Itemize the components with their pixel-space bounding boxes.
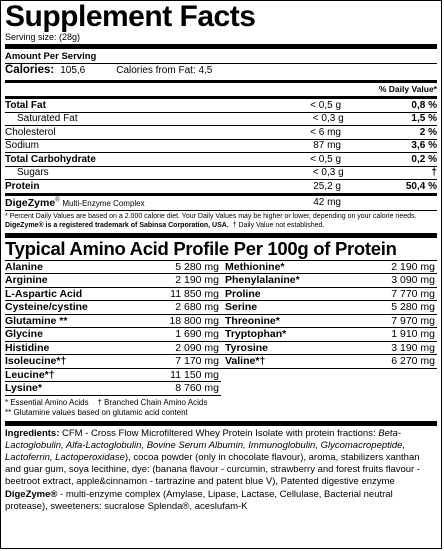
amino-row	[221, 301, 437, 315]
essential-note: * Essential Amino Acids	[5, 397, 89, 407]
amino-name: Histidine	[5, 341, 50, 354]
amino-row	[5, 369, 221, 383]
nutrient-name: Sodium	[5, 140, 39, 152]
nutrient-dv: †	[431, 167, 437, 179]
amino-row	[5, 261, 221, 275]
amino-value: 3 190 mg	[391, 341, 435, 354]
calories-from-fat: Calories from Fat: 4,5	[116, 65, 213, 76]
registered-mark: ®	[55, 197, 60, 204]
amino-name: Isoleucine*†	[5, 355, 67, 368]
nutrient-row	[5, 140, 437, 153]
amino-column-right	[221, 261, 437, 396]
amino-value: 7 170 mg	[175, 355, 219, 368]
amino-value: 3 090 mg	[391, 274, 435, 287]
nutrient-dv: 0,2 %	[411, 153, 437, 165]
nutrient-name: Total Carbohydrate	[5, 153, 96, 165]
nutrient-amount: < 0,5 g	[310, 99, 341, 111]
footnote-trademark	[5, 221, 437, 230]
amino-name: Leucine*†	[5, 368, 55, 381]
ingredients-label: Ingredients:	[5, 427, 60, 439]
amino-value: 2 680 mg	[175, 301, 219, 314]
amount-per-serving: Amount Per Serving	[5, 50, 97, 62]
amino-row	[5, 382, 221, 396]
amino-value: 5 280 mg	[391, 301, 435, 314]
panel-title: Supplement Facts	[5, 0, 256, 33]
nutrient-name: Protein	[5, 180, 40, 192]
amino-value: 7 970 mg	[391, 314, 435, 327]
calories-label: Calories:	[5, 64, 55, 76]
ingredients-part2: ), cocoa powder (only in chocolate flavour), aroma, stabilizers xanthan and guar gum, soya lecithine, dye: (banana flavour - curcumin, strawberry and forest fruits flavour - beetroot extract, apple&cinnamon - tartrazine and patent blue V), Patented digestive enzyme	[5, 451, 421, 488]
nutrient-dv: 2 %	[419, 126, 437, 138]
amino-value: 6 270 mg	[391, 355, 435, 368]
ingredients-part1: CFM - Cross Flow Microfiltered Whey Protein Isolate with protein fractions:	[59, 427, 379, 439]
nutrient-row	[5, 126, 437, 139]
digezyme-name: DigeZyme	[5, 196, 56, 209]
amino-value: 18 800 mg	[169, 314, 219, 327]
nutrient-list	[5, 99, 437, 193]
amino-row	[5, 328, 221, 342]
divider	[5, 421, 437, 426]
ingredients	[5, 428, 437, 513]
amino-row	[5, 288, 221, 302]
nutrient-name: Sugars	[17, 167, 49, 179]
amino-row	[5, 274, 221, 288]
amino-row	[221, 288, 437, 302]
amino-row	[221, 315, 437, 329]
amino-row	[5, 342, 221, 356]
amino-row	[221, 261, 437, 275]
amino-name: Serine	[225, 301, 258, 314]
serving-size: Serving size: (28g)	[5, 32, 81, 42]
nutrient-row	[5, 113, 437, 126]
nutrient-dv: 50,4 %	[405, 180, 437, 192]
ingredients-fractions: Beta-Lactoglobulin, Alfa-Lactoglobulin, Bovine Serum Albumin, Immunoglobulin, Glycomacropeptide, Lactoferrin, Lactoperoxidase	[5, 427, 406, 463]
amino-value: 2 190 mg	[175, 274, 219, 287]
amino-value: 7 770 mg	[391, 287, 435, 300]
amino-row	[221, 355, 437, 369]
nutrient-row	[5, 167, 437, 180]
footnote-daily-values: * Percent Daily Values are based on a 2.000 calorie diet. Your Daily Values may be higher or lower, depending on your calorie needs.	[5, 212, 417, 220]
nutrient-row	[5, 153, 437, 166]
amino-row	[5, 315, 221, 329]
amino-name: Alanine	[5, 260, 43, 273]
amino-value: 1 910 mg	[391, 328, 435, 341]
nutrient-name: Total Fat	[5, 99, 46, 111]
amino-value: 2 190 mg	[391, 260, 435, 273]
nutrient-amount: < 0,3 g	[312, 167, 344, 179]
ingredients-digezyme: DigeZyme®	[5, 488, 58, 500]
digezyme-label	[5, 197, 241, 209]
nutrient-row	[5, 180, 437, 193]
amino-name: Arginine	[5, 274, 48, 287]
amino-row	[221, 274, 437, 288]
nutrient-amount: < 0,3 g	[312, 113, 344, 125]
amino-name: Threonine*	[225, 314, 280, 327]
nutrient-name: Cholesterol	[5, 126, 56, 138]
digezyme-desc: Multi-Enzyme Complex	[62, 198, 145, 208]
amino-row	[5, 355, 221, 369]
amino-name: Tyrosine	[225, 341, 268, 354]
amino-notes	[5, 398, 437, 408]
amino-value: 11 850 mg	[170, 287, 219, 300]
nutrient-dv: 3,6 %	[411, 140, 437, 152]
nutrient-amount: 25,2 g	[313, 180, 341, 192]
amino-value: 2 090 mg	[175, 341, 219, 354]
calories-row	[5, 64, 437, 80]
nutrient-amount: < 6 mg	[310, 126, 341, 138]
dv-not-established-note: † Daily Value not established.	[232, 221, 325, 229]
digezyme-row	[5, 196, 437, 210]
glutamine-note: ** Glutamine values based on glutamic acid content	[5, 407, 188, 417]
nutrient-row	[5, 99, 437, 112]
nutrient-name: Saturated Fat	[17, 113, 78, 125]
amino-name: Cysteine/cystine	[5, 301, 88, 314]
amino-title: Typical Amino Acid Profile Per 100g of Protein	[5, 237, 397, 259]
amino-name: Tryptophan*	[225, 328, 287, 341]
amino-row	[221, 328, 437, 342]
amino-column-left	[5, 261, 221, 396]
calories-value: 105,6	[60, 65, 86, 76]
amino-name: L-Aspartic Acid	[5, 287, 83, 300]
amino-value: 8 760 mg	[175, 382, 219, 395]
amino-name: Glycine	[5, 328, 43, 341]
amino-name: Valine*†	[225, 355, 266, 368]
amino-value: 1 690 mg	[175, 328, 219, 341]
nutrient-dv: 0,8 %	[411, 99, 437, 111]
amino-table	[5, 261, 437, 396]
digezyme-amount: 42 mg	[313, 197, 341, 208]
amino-row	[221, 342, 437, 356]
ingredients-part3: - multi-enzyme complex (Amylase, Lipase, Lactase, Cellulase, Bacterial neutral protease), sweeteners: sucralose Splenda®, aceslufam-K	[5, 488, 393, 512]
nutrient-amount: 87 mg	[313, 140, 341, 152]
amino-name: Methionine*	[225, 260, 285, 273]
trademark-note: DigeZyme® is a registered trademark of Sabinsa Corporation, USA.	[5, 221, 229, 229]
nutrient-amount: < 0,5 g	[310, 153, 341, 165]
amino-row	[5, 301, 221, 315]
amino-name: Lysine*	[5, 382, 42, 395]
nutrient-dv: 1,5 %	[411, 113, 437, 125]
amino-name: Phenylalanine*	[225, 274, 300, 287]
amino-name: Proline	[225, 287, 261, 300]
divider	[5, 210, 437, 211]
daily-value-header: % Daily Value*	[378, 84, 437, 94]
amino-value: 5 280 mg	[175, 260, 219, 273]
amino-name: Glutamine **	[5, 314, 68, 327]
amino-value: 11 150 mg	[170, 368, 219, 381]
bcaa-note: † Branched Chain Amino Acids	[97, 397, 208, 407]
